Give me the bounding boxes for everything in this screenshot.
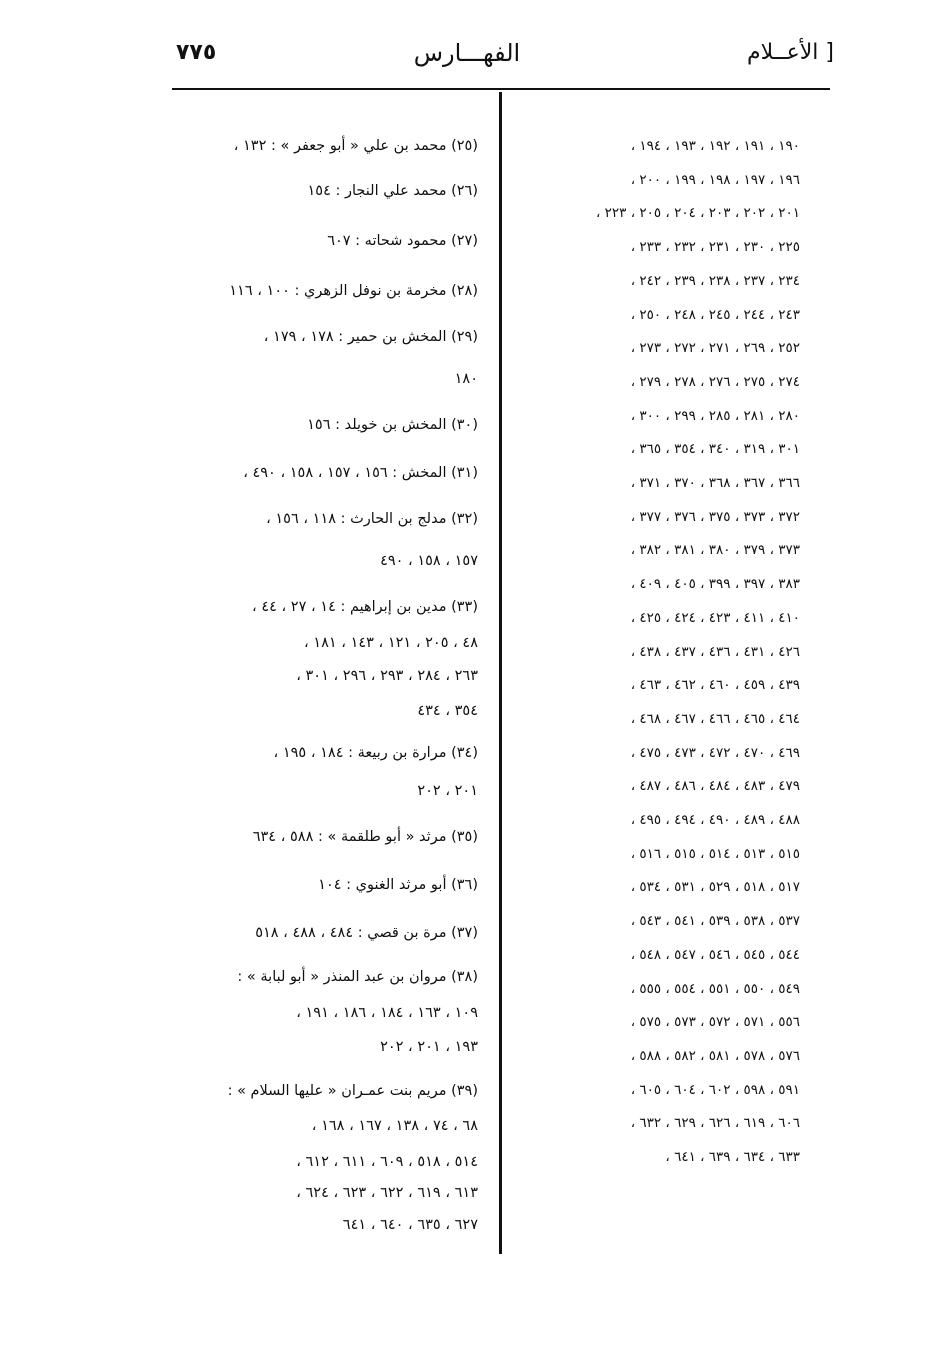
index-entry: (٣٦) أبو مرثد الغنوي : ١٠٤	[318, 877, 478, 893]
index-entry-continuation: ٤٨ ، ٢٠٥ ، ١٢١ ، ١٤٣ ، ١٨١ ،	[304, 635, 478, 651]
page-title: الفهـــارس	[413, 39, 521, 67]
page-ref-line: ٥١٧ ، ٥١٨ ، ٥٢٩ ، ٥٣١ ، ٥٣٤ ،	[630, 879, 800, 896]
index-entry-continuation: ٦٢٧ ، ٦٣٥ ، ٦٤٠ ، ٦٤١	[342, 1217, 478, 1233]
index-entry-continuation: ٥١٤ ، ٥١٨ ، ٦٠٩ ، ٦١١ ، ٦١٢ ،	[296, 1154, 478, 1170]
index-entry: (٢٩) المخش بن حمير : ١٧٨ ، ١٧٩ ،	[263, 329, 478, 345]
index-entry: (٣٨) مروان بن عبد المنذر « أبو لبابة » :	[237, 969, 478, 985]
page-ref-line: ٤٢٦ ، ٤٣١ ، ٤٣٦ ، ٤٣٧ ، ٤٣٨ ،	[630, 643, 800, 660]
index-entry: (٣٠) المخش بن خويلد : ١٥٦	[307, 417, 478, 433]
page-ref-line: ٢٠١ ، ٢٠٢ ، ٢٠٣ ، ٢٠٤ ، ٢٠٥ ، ٢٢٣ ،	[595, 205, 800, 222]
page-ref-line: ١٩٦ ، ١٩٧ ، ١٩٨ ، ١٩٩ ، ٢٠٠ ،	[630, 171, 800, 188]
page-ref-line: ٤٧٩ ، ٤٨٣ ، ٤٨٤ ، ٤٨٦ ، ٤٨٧ ،	[630, 778, 800, 795]
index-entry: (٢٨) مخرمة بن نوفل الزهري : ١٠٠ ، ١١٦	[229, 283, 478, 299]
index-entry: (٣٣) مدين بن إبراهيم : ١٤ ، ٢٧ ، ٤٤ ،	[252, 599, 478, 615]
page-ref-line: ٣٠١ ، ٣١٩ ، ٣٤٠ ، ٣٥٤ ، ٣٦٥ ،	[630, 441, 800, 458]
page-ref-line: ٤٨٨ ، ٤٨٩ ، ٤٩٠ ، ٤٩٤ ، ٤٩٥ ،	[630, 812, 800, 828]
section-title: الأعــلام ]	[746, 40, 834, 65]
page-ref-line: ٢٧٤ ، ٢٧٥ ، ٢٧٦ ، ٢٧٨ ، ٢٧٩ ،	[630, 373, 800, 390]
index-entry: (٢٧) محمود شحاته : ٦٠٧	[327, 233, 478, 249]
page-ref-line: ٤٦٤ ، ٤٦٥ ، ٤٦٦ ، ٤٦٧ ، ٤٦٨ ،	[630, 710, 800, 727]
page-ref-line: ٥٥٦ ، ٥٧١ ، ٥٧٢ ، ٥٧٣ ، ٥٧٥ ،	[630, 1014, 800, 1031]
page-ref-line: ٢٣٤ ، ٢٣٧ ، ٢٣٨ ، ٢٣٩ ، ٢٤٢ ،	[630, 272, 800, 289]
page-ref-line: ١٩٠ ، ١٩١ ، ١٩٢ ، ١٩٣ ، ١٩٤ ،	[630, 138, 800, 154]
index-entry-continuation: ٢٦٣ ، ٢٨٤ ، ٢٩٣ ، ٢٩٦ ، ٣٠١ ،	[296, 668, 478, 684]
index-entry-continuation: ٢٠١ ، ٢٠٢	[417, 783, 478, 799]
page-ref-line: ٤٦٩ ، ٤٧٠ ، ٤٧٢ ، ٤٧٣ ، ٤٧٥ ،	[630, 744, 800, 761]
page-ref-line: ٦٠٦ ، ٦١٩ ، ٦٢٦ ، ٦٢٩ ، ٦٣٢ ،	[630, 1115, 800, 1132]
index-entry-continuation: ١٩٣ ، ٢٠١ ، ٢٠٢	[380, 1039, 478, 1055]
index-entry: (٣٢) مدلج بن الحارث : ١١٨ ، ١٥٦ ،	[266, 511, 478, 527]
page-ref-line: ٢٤٣ ، ٢٤٤ ، ٢٤٥ ، ٢٤٨ ، ٢٥٠ ،	[630, 306, 800, 323]
page-ref-line: ٥٤٩ ، ٥٥٠ ، ٥٥١ ، ٥٥٤ ، ٥٥٥ ،	[630, 980, 800, 997]
header-rule	[172, 88, 830, 90]
index-entry-continuation: ١٥٧ ، ١٥٨ ، ٤٩٠	[380, 553, 478, 569]
page-number: ٧٧٥	[176, 40, 217, 65]
index-entry: (٣٧) مرة بن قصي : ٤٨٤ ، ٤٨٨ ، ٥١٨	[255, 925, 478, 941]
page-ref-line: ٣٧٣ ، ٣٧٩ ، ٣٨٠ ، ٣٨١ ، ٣٨٢ ،	[630, 542, 800, 559]
page-ref-line: ٣٨٣ ، ٣٩٧ ، ٣٩٩ ، ٤٠٥ ، ٤٠٩ ،	[630, 576, 800, 593]
page-ref-line: ٤٣٩ ، ٤٥٩ ، ٤٦٠ ، ٤٦٢ ، ٤٦٣ ،	[630, 677, 800, 694]
index-entry: (٢٦) محمد علي النجار : ١٥٤	[307, 183, 478, 199]
page-ref-line: ٢٥٢ ، ٢٦٩ ، ٢٧١ ، ٢٧٢ ، ٢٧٣ ،	[630, 340, 800, 357]
page-ref-line: ٥٣٧ ، ٥٣٨ ، ٥٣٩ ، ٥٤١ ، ٥٤٣ ،	[630, 913, 800, 930]
index-entry: (٢٥) محمد بن علي « أبو جعفر » : ١٣٢ ،	[233, 138, 478, 154]
page-ref-line: ٦٣٣ ، ٦٣٤ ، ٦٣٩ ، ٦٤١ ،	[665, 1149, 800, 1165]
page-ref-line: ٥٧٦ ، ٥٧٨ ، ٥٨١ ، ٥٨٢ ، ٥٨٨ ،	[630, 1047, 800, 1064]
index-entry: (٣٤) مرارة بن ربيعة : ١٨٤ ، ١٩٥ ،	[273, 745, 478, 761]
page-ref-line: ٢٨٠ ، ٢٨١ ، ٢٨٥ ، ٢٩٩ ، ٣٠٠ ،	[630, 407, 800, 424]
page-ref-line: ٥٩١ ، ٥٩٨ ، ٦٠٢ ، ٦٠٤ ، ٦٠٥ ،	[630, 1081, 800, 1098]
column-divider	[499, 92, 502, 1254]
index-entry-continuation: ١٠٩ ، ١٦٣ ، ١٨٤ ، ١٨٦ ، ١٩١ ،	[296, 1005, 478, 1021]
index-entry-continuation: ٣٥٤ ، ٤٣٤	[417, 703, 478, 719]
index-entry-continuation: ١٨٠	[454, 371, 478, 387]
page-ref-line: ٤١٠ ، ٤١١ ، ٤٢٣ ، ٤٢٤ ، ٤٢٥ ،	[630, 609, 800, 626]
page-ref-line: ٣٧٢ ، ٣٧٣ ، ٣٧٥ ، ٣٧٦ ، ٣٧٧ ،	[630, 508, 800, 525]
index-entry-continuation: ٦٨ ، ٧٤ ، ١٣٨ ، ١٦٧ ، ١٦٨ ،	[311, 1118, 478, 1134]
index-entry: (٣٥) مرثد « أبو طلقمة » : ٥٨٨ ، ٦٣٤	[252, 829, 478, 845]
page-ref-line: ٣٦٦ ، ٣٦٧ ، ٣٦٨ ، ٣٧٠ ، ٣٧١ ،	[630, 475, 800, 491]
page-ref-line: ٢٢٥ ، ٢٣٠ ، ٢٣١ ، ٢٣٢ ، ٢٣٣ ،	[630, 239, 800, 256]
page-ref-line: ٥١٥ ، ٥١٣ ، ٥١٤ ، ٥١٥ ، ٥١٦ ،	[630, 845, 800, 862]
index-entry: (٣١) المخش : ١٥٦ ، ١٥٧ ، ١٥٨ ، ٤٩٠ ،	[243, 465, 478, 481]
page-ref-line: ٥٤٤ ، ٥٤٥ ، ٥٤٦ ، ٥٤٧ ، ٥٤٨ ،	[630, 946, 800, 963]
index-entry-continuation: ٦١٣ ، ٦١٩ ، ٦٢٢ ، ٦٢٣ ، ٦٢٤ ،	[296, 1185, 478, 1201]
index-entry: (٣٩) مريم بنت عمـران « عليها السلام » :	[227, 1083, 478, 1099]
